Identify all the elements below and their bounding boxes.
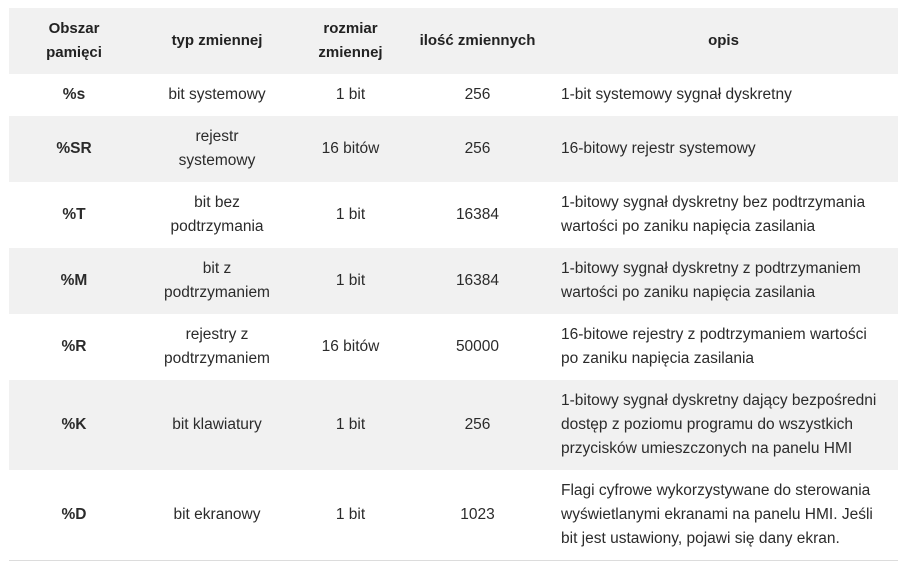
- cell-desc: [549, 248, 898, 314]
- cell-desc: [549, 182, 898, 248]
- header-size-line2: zmiennej: [318, 44, 383, 61]
- cell-area: %M: [9, 248, 139, 314]
- cell-count: 1023: [406, 470, 549, 560]
- memory-areas-table: [9, 8, 898, 561]
- cell-desc-line1: 1-bit systemowy sygnał dyskretny: [561, 86, 792, 103]
- cell-area: %SR: [9, 116, 139, 182]
- cell-size: 16 bitów: [295, 116, 406, 182]
- cell-type-line1: rejestry z: [185, 326, 249, 343]
- cell-count: 256: [406, 116, 549, 182]
- table-row: [9, 74, 898, 116]
- cell-desc: [549, 314, 898, 380]
- cell-count: 50000: [455, 338, 500, 355]
- header-size-line1: rozmiar: [323, 20, 378, 37]
- cell-desc-line1: 16-bitowy rejestr systemowy: [561, 140, 756, 157]
- cell-desc: [549, 470, 898, 560]
- header-count: ilość zmiennych: [406, 8, 549, 74]
- cell-type: [139, 470, 295, 560]
- cell-desc-line1: 16-bitowe rejestry z podtrzymaniem wartości: [561, 326, 867, 343]
- cell-size: 1 bit: [295, 380, 406, 470]
- header-type: typ zmiennej: [139, 8, 295, 74]
- cell-size: 1 bit: [335, 86, 366, 103]
- cell-desc: [549, 74, 898, 116]
- header-size: [295, 8, 406, 74]
- cell-count: 16384: [455, 206, 500, 223]
- cell-desc-line3: bit jest ustawiony, pojawi się dany ekran.: [561, 529, 840, 547]
- cell-desc-line1: Flagi cyfrowe wykorzystywane do sterowania: [561, 481, 871, 499]
- cell-desc: [549, 380, 898, 470]
- cell-size: 1 bit: [335, 206, 366, 223]
- cell-desc: [549, 116, 898, 182]
- table-header-row: [9, 8, 898, 74]
- cell-count: 256: [406, 380, 549, 470]
- header-desc: opis: [549, 8, 898, 74]
- table-row: [9, 248, 898, 314]
- cell-type: [139, 116, 295, 182]
- cell-desc-line1: 1-bitowy sygnał dyskretny z podtrzymaniem: [561, 260, 861, 277]
- table-row: [9, 314, 898, 380]
- header-area: Obszar pamięci: [9, 8, 139, 74]
- cell-type: [139, 314, 295, 380]
- cell-type: [139, 182, 295, 248]
- cell-type: [139, 74, 295, 116]
- cell-type-line2: podtrzymania: [170, 218, 264, 235]
- cell-desc-line2: wyświetlanymi ekranami na panelu HMI. Jeśli: [561, 505, 873, 523]
- cell-area: %K: [9, 380, 139, 470]
- cell-size: 16 bitów: [321, 338, 380, 355]
- table-row: [9, 182, 898, 248]
- table-row: [9, 380, 898, 470]
- cell-desc-line2: wartości po zaniku napięcia zasilania: [561, 284, 816, 301]
- table-row: [9, 116, 898, 182]
- cell-size: 1 bit: [295, 248, 406, 314]
- cell-type-line1: bit bez: [194, 194, 240, 211]
- cell-desc-line3: przycisków umieszczonych na panelu HMI: [561, 440, 853, 457]
- cell-area: %D: [9, 470, 139, 560]
- cell-area: %T: [62, 206, 86, 223]
- table-row: [9, 470, 898, 560]
- cell-count: 256: [464, 86, 491, 103]
- cell-desc-line2: dostęp z poziomu programu do wszystkich: [561, 416, 854, 433]
- cell-type-line2: podtrzymaniem: [164, 284, 270, 301]
- cell-type-line1: bit systemowy: [168, 86, 266, 103]
- cell-count: 16384: [406, 248, 549, 314]
- cell-type-line1: bit klawiatury: [172, 416, 262, 433]
- cell-area: %R: [61, 338, 87, 355]
- cell-type: [139, 380, 295, 470]
- cell-type-line2: podtrzymaniem: [164, 350, 270, 367]
- cell-type-line1: bit ekranowy: [173, 505, 261, 523]
- cell-type-line1: rejestr: [195, 128, 239, 145]
- cell-desc-line1: 1-bitowy sygnał dyskretny bez podtrzymania: [561, 194, 866, 211]
- cell-type-line1: bit z: [202, 260, 232, 277]
- cell-desc-line1: 1-bitowy sygnał dyskretny dający bezpośredni: [561, 392, 877, 409]
- cell-type: [139, 248, 295, 314]
- cell-area: %s: [62, 86, 86, 103]
- cell-type-line2: systemowy: [178, 152, 256, 169]
- cell-size: 1 bit: [295, 470, 406, 560]
- cell-desc-line2: po zaniku napięcia zasilania: [561, 350, 755, 367]
- cell-desc-line2: wartości po zaniku napięcia zasilania: [561, 218, 816, 235]
